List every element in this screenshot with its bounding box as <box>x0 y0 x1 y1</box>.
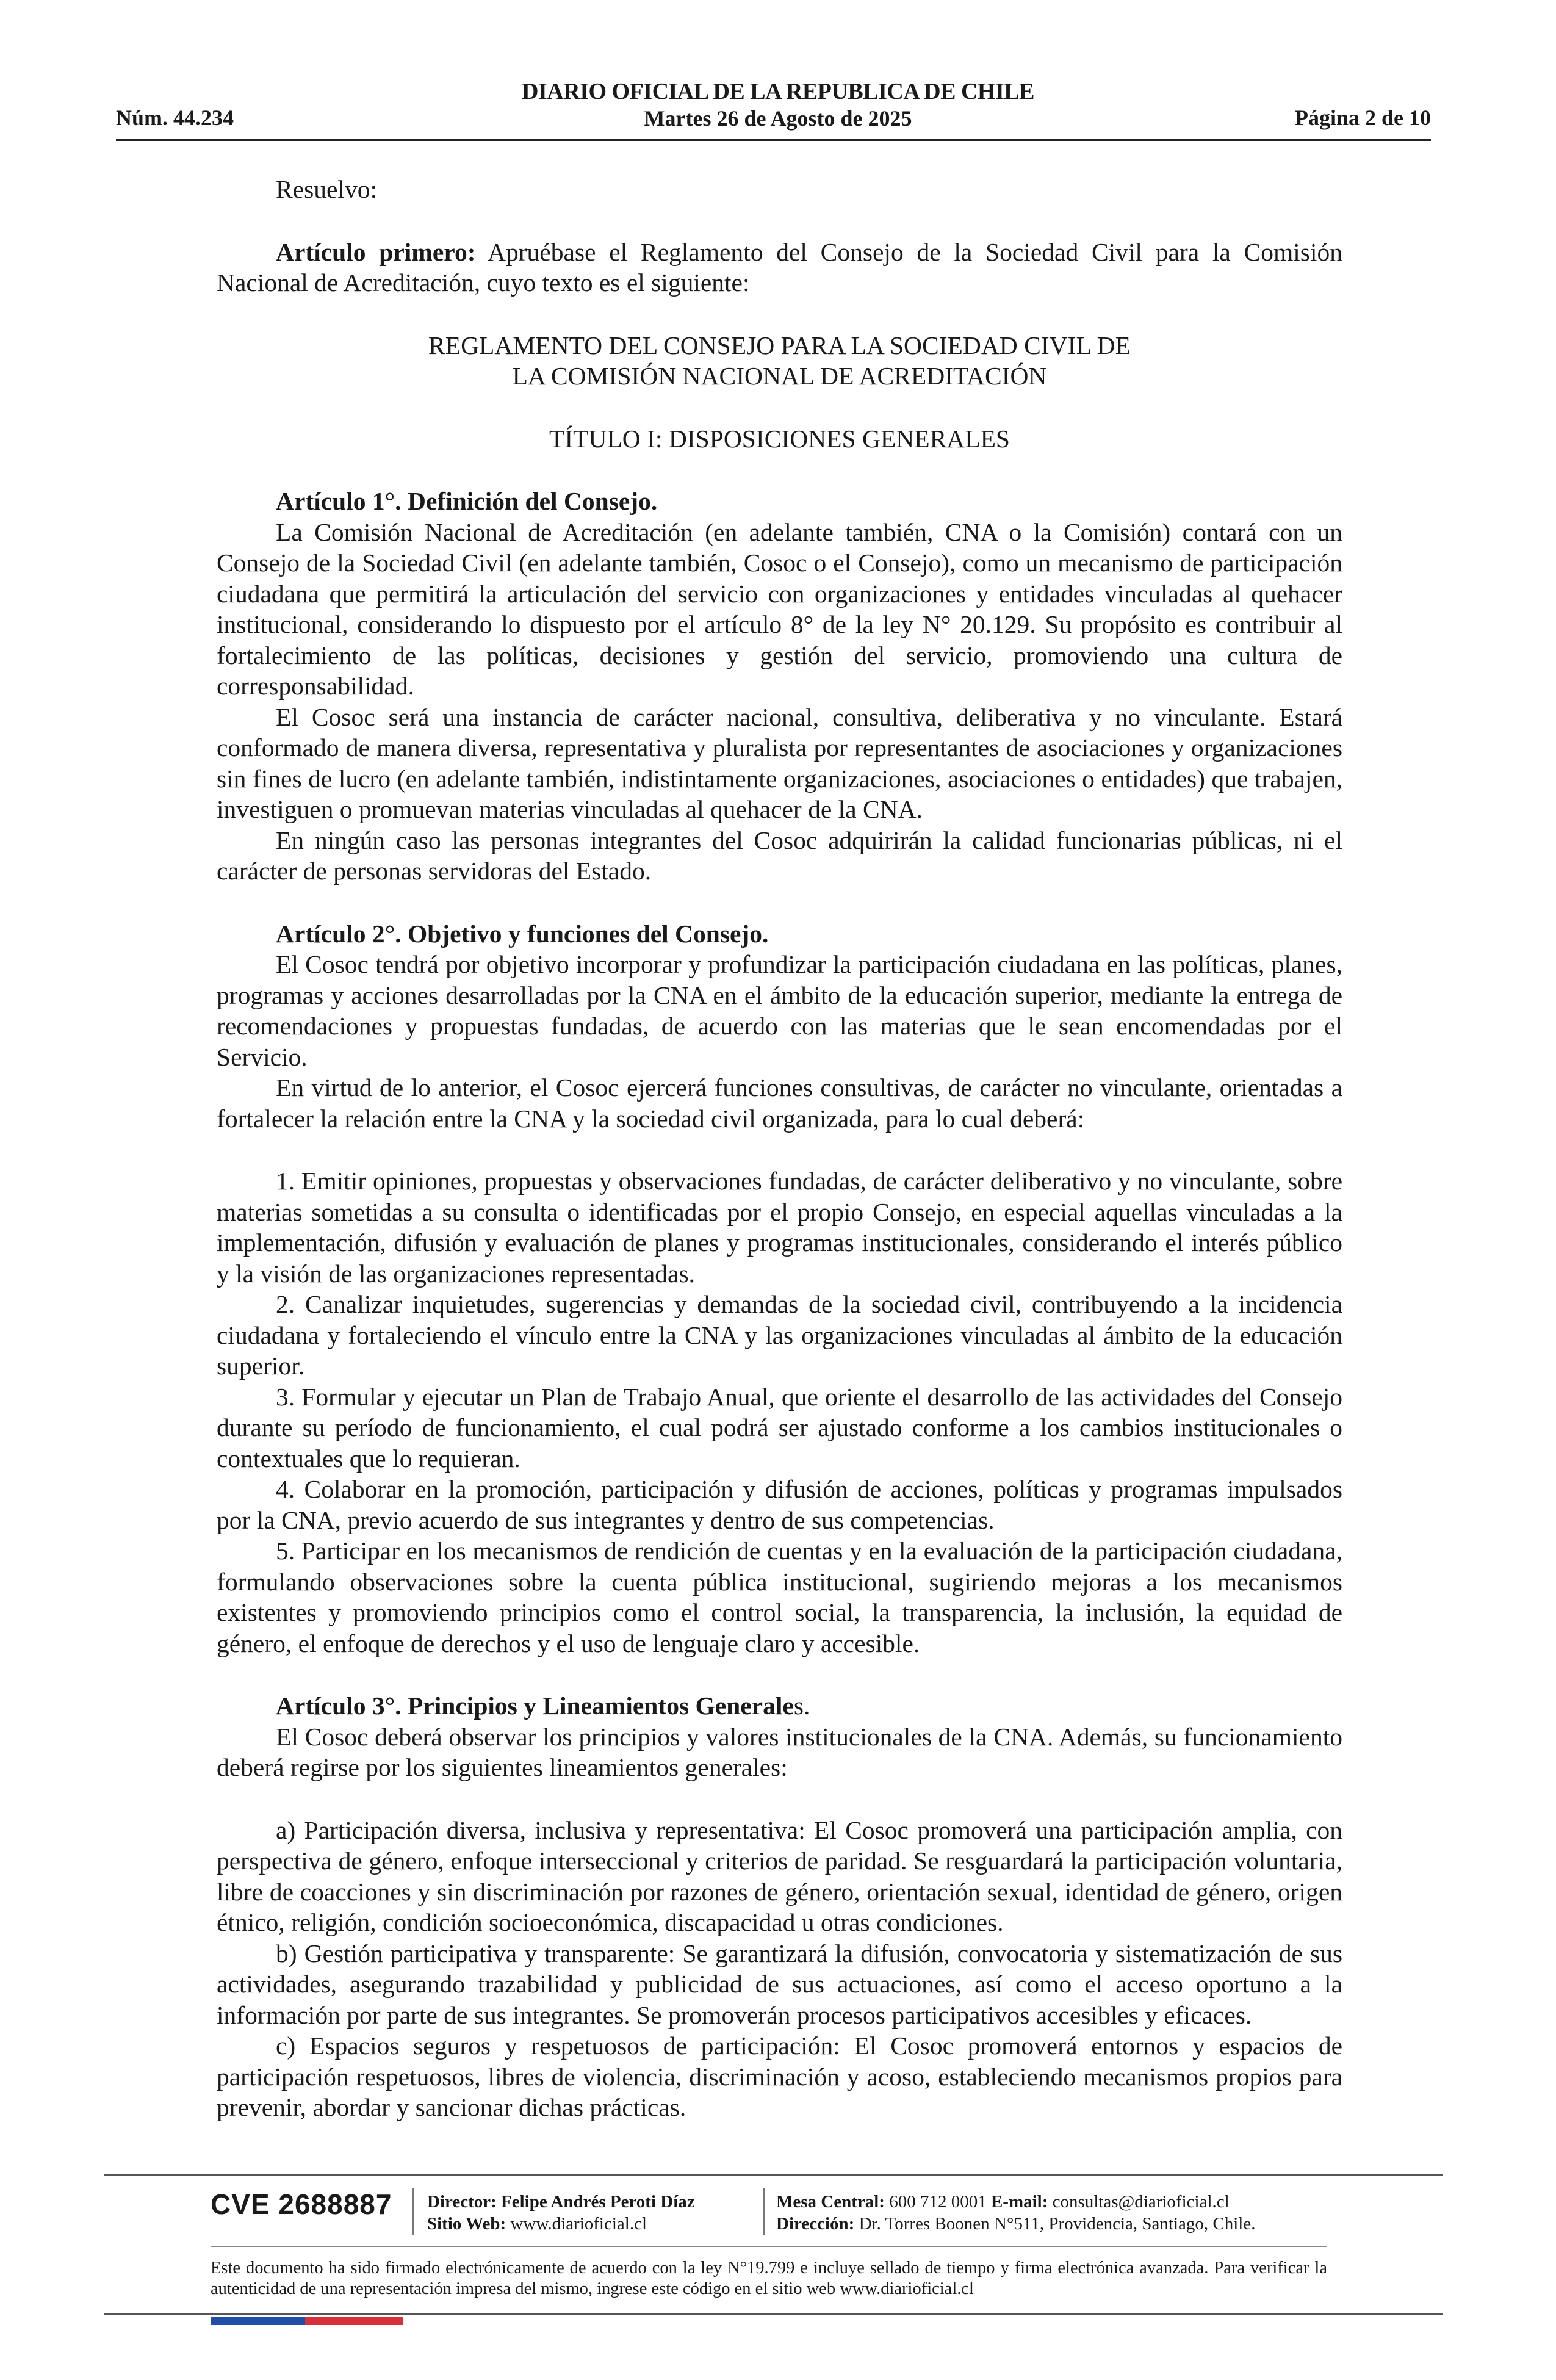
article-2-paragraph: En virtud de lo anterior, el Cosoc ejercerá funciones consultivas, de carácter no vinculante, orientadas a fortalecer la relación entre la CNA y la sociedad civil organizada, para lo cual deberá: <box>217 1073 1342 1133</box>
article-1-paragraph: En ningún caso las personas integrantes del Cosoc adquirirán la calidad funcionarias públicas, ni el carácter de personas servidoras del Estado. <box>217 826 1342 885</box>
footer-inner-divider <box>211 2246 1327 2247</box>
article-1-paragraph: El Cosoc será una instancia de carácter nacional, consultiva, deliberativa y no vinculante. Estará conformado de manera diversa, representativa y pluralista por representantes de asociaciones y organizaciones sin fines de lucro (en adelante también, indistintamente organizaciones, asociaciones o entidades) que trabajen, investiguen o promuevan materias vinculadas al quehacer de la CNA. <box>217 702 1342 823</box>
resuelvo-label: Resuelvo: <box>276 175 377 203</box>
article-3-heading <box>217 1690 1342 1722</box>
article-3-item: a) Participación diversa, inclusiva y representativa: El Cosoc promoverá una participación amplia, con perspectiva de género, enfoque interseccional y criterios de paridad. Se resguardará la participación voluntaria, libre de coacciones y sin discriminación por razones de género, orientación sexual, identidad de género, origen étnico, religión, condición socioeconómica, discapacidad u otras condiciones. <box>217 1816 1342 1936</box>
flag-stripe-red <box>305 2317 403 2325</box>
footer-director-block <box>427 2191 695 2235</box>
article-3-paragraph: El Cosoc deberá observar los principios y valores institucionales de la CNA. Además, su funcionamiento deberá regirse por los siguientes lineamientos generales: <box>217 1722 1342 1781</box>
article-primero-label: Artículo primero: <box>276 237 476 266</box>
page-indicator: Página 2 de 10 <box>1294 106 1431 130</box>
address-label: Dirección: <box>776 2214 855 2234</box>
issue-number: Núm. 44.234 <box>116 106 234 130</box>
footer-separator <box>412 2188 414 2235</box>
cve-code: CVE 2688887 <box>211 2188 392 2220</box>
footer-separator <box>763 2188 765 2235</box>
article-primero <box>217 237 1342 298</box>
article-3-item: b) Gestión participativa y transparente: Se garantizará la difusión, convocatoria y sistematización de sus actividades, asegurando trazabilidad y publicidad de sus actuaciones, así como el acceso oportuno a la información por parte de sus integrantes. Se promoverán procesos participativos accesibles y eficaces. <box>217 1939 1342 2029</box>
article-3-heading-bold: Artículo 3°. Principios y Lineamientos Generale <box>276 1692 794 1720</box>
director-label: Director: <box>427 2192 497 2212</box>
address-value: Dr. Torres Boonen N°511, Providencia, Santiago, Chile. <box>854 2214 1256 2234</box>
regulation-title-line2: LA COMISIÓN NACIONAL DE ACREDITACIÓN <box>512 362 1047 390</box>
article-primero-text: Apruébase el Reglamento del Consejo de la Sociedad Civil para la Comisión Nacional de Acreditación, cuyo texto es el siguiente: <box>217 237 1343 297</box>
website-link[interactable]: www.diarioficial.cl <box>506 2214 647 2234</box>
regulation-title-line1: REGLAMENTO DEL CONSEJO PARA LA SOCIEDAD CIVIL DE <box>428 331 1131 359</box>
article-1-paragraph: La Comisión Nacional de Acreditación (en adelante también, CNA o la Comisión) contará con un Consejo de la Sociedad Civil (en adelante también, Cosoc o el Consejo), como un mecanismo de participación ciudadana que permitirá la articulación del servicio con organizaciones y entidades vinculadas al quehacer institucional, considerando lo dispuesto por el artículo 8° de la ley N° 20.129. Su propósito es contribuir al fortalecimiento de las políticas, decisiones y gestión del servicio, promoviendo una cultura de corresponsabilidad. <box>217 517 1342 700</box>
footer-contact-block <box>776 2191 1255 2235</box>
article-3-heading-tail: s. <box>793 1692 810 1720</box>
article-2-heading: Artículo 2°. Objetivo y funciones del Consejo. <box>276 919 769 948</box>
article-2-item: 5. Participar en los mecanismos de rendición de cuentas y en la evaluación de la participación ciudadana, formulando observaciones sobre la cuenta pública institucional, sugiriendo mejoras a los mecanismos existentes y promoviendo principios como el control social, la transparencia, la inclusión, la equidad de género, el enfoque de derechos y el uso de lenguaje claro y accesible. <box>217 1537 1342 1657</box>
article-2-item: 2. Canalizar inquietudes, sugerencias y demandas de la sociedad civil, contribuyendo a la incidencia ciudadana y fortaleciendo el vínculo entre la CNA y las organizaciones vinculadas al ámbito de la educación superior. <box>217 1290 1342 1380</box>
issue-date: Martes 26 de Agosto de 2025 <box>644 106 912 131</box>
flag-stripe-blue <box>211 2317 305 2325</box>
masthead <box>366 78 1190 132</box>
article-1-heading: Artículo 1°. Definición del Consejo. <box>276 487 658 515</box>
article-2-item: 1. Emitir opiniones, propuestas y observaciones fundadas, de carácter deliberativo y no vinculante, sobre materias sometidas a su consulta o identificadas por el propio Consejo, en especial aquellas vinculadas a la implementación, difusión y evaluación de planes y programas institucionales, considerando el interés público y la visión de las organizaciones representadas. <box>217 1167 1342 1288</box>
article-2-paragraph: El Cosoc tendrá por objetivo incorporar y profundizar la participación ciudadana en las políticas, planes, programas y acciones desarrolladas por la CNA en el ámbito de la educación superior, mediante la entrega de recomendaciones y propuestas fundadas, de acuerdo con las materias que le sean encomendadas por el Servicio. <box>217 950 1342 1071</box>
header-divider <box>116 139 1431 141</box>
phone-label: Mesa Central: <box>776 2192 885 2212</box>
email-label: E-mail: <box>990 2192 1048 2212</box>
newspaper-title: DIARIO OFICIAL DE LA REPUBLICA DE CHILE <box>522 79 1034 104</box>
signature-notice: Este documento ha sido firmado electrónicamente de acuerdo con la ley N°19.799 e incluye sellado de tiempo y firma electrónica avanzada. Para verificar la autenticidad de una representación impresa del mismo, ingrese este código en el sitio web www.diarioficial.cl <box>211 2259 1327 2298</box>
article-2-item: 4. Colaborar en la promoción, participación y difusión de acciones, políticas y programas impulsados por la CNA, previo acuerdo de sus integrantes y dentro de sus competencias. <box>217 1475 1342 1534</box>
footer-bottom-divider <box>104 2313 1443 2315</box>
document-body <box>217 174 1342 2123</box>
article-2-item: 3. Formular y ejecutar un Plan de Trabajo Anual, que oriente el desarrollo de las actividades del Consejo durante su período de funcionamiento, el cual podrá ser ajustado conforme a los cambios institucionales o contextuales que lo requieran. <box>217 1382 1342 1473</box>
website-label: Sitio Web: <box>427 2214 506 2234</box>
director-value: Felipe Andrés Peroti Díaz <box>496 2192 695 2212</box>
article-3-item: c) Espacios seguros y respetuosos de participación: El Cosoc promoverá entornos y espacios de participación respetuosos, libres de violencia, discriminación y acoso, estableciendo mecanismos propios para prevenir, abordar y sancionar dichas prácticas. <box>217 2032 1342 2121</box>
title-section-heading: TÍTULO I: DISPOSICIONES GENERALES <box>549 424 1010 453</box>
footer-top-divider <box>104 2174 1443 2176</box>
phone-value: 600 712 0001 <box>884 2192 991 2212</box>
email-link[interactable]: consultas@diarioficial.cl <box>1048 2192 1230 2212</box>
